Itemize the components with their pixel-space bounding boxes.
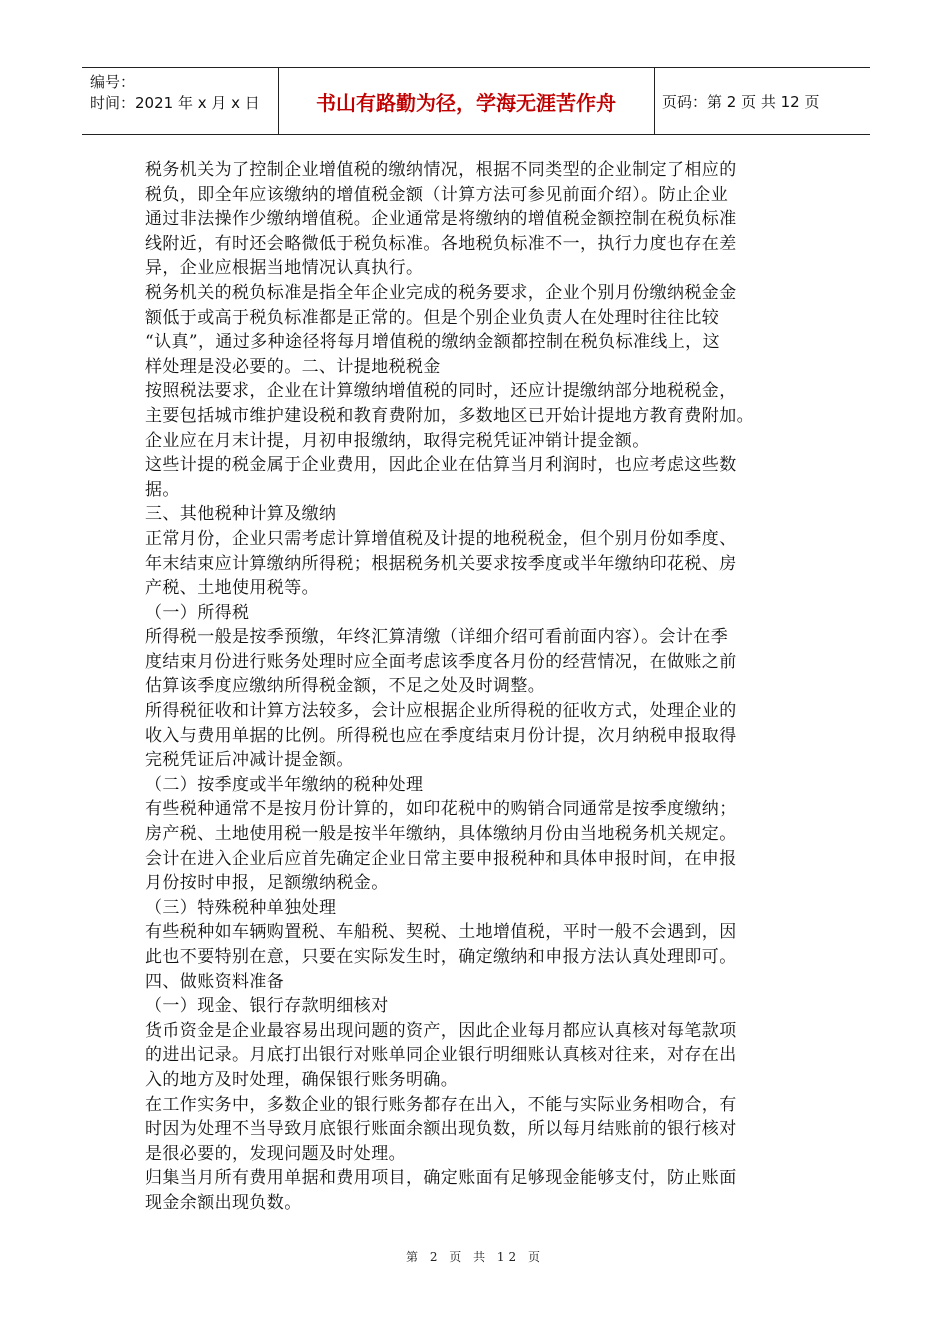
header-page-info: 页码：第 2 页 共 12 页 [662, 92, 820, 111]
text-line: 样处理是没必要的。二、计提地税税金 [145, 356, 441, 377]
text-line: 企业应在月末计提，月初申报缴纳，取得完税凭证冲销计提金额。 [145, 430, 650, 451]
text-line: 线附近，有时还会略微低于税负标准。各地税负标准不一，执行力度也存在差 [145, 233, 737, 254]
document-date-label: 时间：2021 年 x 月 x 日 [90, 94, 260, 112]
text-line: 年末结束应计算缴纳所得税；根据税务机关要求按季度或半年缴纳印花税、房 [145, 553, 737, 574]
text-line: 估算该季度应缴纳所得税金额，不足之处及时调整。 [145, 676, 546, 697]
text-line: 通过非法操作少缴纳增值税。企业通常是将缴纳的增值税金额控制在税负标准 [145, 209, 737, 230]
text-line: 时因为处理不当导致月底银行账面余额出现负数，所以每月结账前的银行核对 [145, 1119, 737, 1140]
text-line: 房产税、土地使用税一般是按半年缴纳，具体缴纳月份由当地税务机关规定。 [145, 824, 737, 845]
text-line: 月份按时申报，足额缴纳税金。 [145, 873, 389, 894]
text-line: 是很必要的，发现问题及时处理。 [145, 1143, 406, 1164]
text-line: 有些税种如车辆购置税、车船税、契税、土地增值税，平时一般不会遇到，因 [145, 922, 737, 943]
text-line: 在工作实务中，多数企业的银行账务都存在出入，不能与实际业务相吻合，有 [145, 1094, 737, 1115]
text-line: 异，企业应根据当地情况认真执行。 [145, 258, 424, 279]
text-line: 的进出记录。月底打出银行对账单同企业银行明细账认真核对往来，对存在出 [145, 1045, 737, 1066]
text-line: （一）所得税 [145, 602, 250, 623]
text-line: 完税凭证后冲减计提金额。 [145, 750, 354, 771]
text-line: 税务机关为了控制企业增值税的缴纳情况，根据不同类型的企业制定了相应的 [145, 160, 737, 180]
text-line: 归集当月所有费用单据和费用项目，确定账面有足够现金能够支付，防止账面 [145, 1168, 737, 1189]
text-line: （一）现金、银行存款明细核对 [145, 996, 389, 1017]
text-line: （三）特殊税种单独处理 [145, 897, 337, 918]
text-line: 主要包括城市维护建设税和教育费附加，多数地区已开始计提地方教育费附加。 [145, 405, 754, 426]
text-line: 货币资金是企业最容易出现问题的资产，因此企业每月都应认真核对每笔款项 [145, 1020, 737, 1041]
text-line: “认真”，通过多种途径将每月增值税的缴纳金额都控制在税负标准线上，这 [145, 332, 720, 353]
text-line: 四、做账资料准备 [145, 971, 285, 992]
page-footer: 第 2 页 共 12 页 [406, 1250, 544, 1264]
text-line: 正常月份，企业只需考虑计算增值税及计提的地税税金，但个别月份如季度、 [145, 528, 737, 549]
header-meta [90, 72, 260, 114]
text-line: （二）按季度或半年缴纳的税种处理 [145, 774, 424, 795]
page-header [82, 67, 870, 135]
text-line: 有些税种通常不是按月份计算的，如印花税中的购销合同通常是按季度缴纳； [145, 799, 737, 820]
text-line: 会计在进入企业后应首先确定企业日常主要申报税种和具体申报时间，在申报 [145, 848, 737, 869]
header-divider [654, 68, 655, 134]
header-motto: 书山有路勤为径，学海无涯苦作舟 [316, 90, 616, 115]
text-line: 所得税征收和计算方法较多，会计应根据企业所得税的征收方式，处理企业的 [145, 701, 737, 722]
text-line: 入的地方及时处理，确保银行账务明确。 [145, 1069, 459, 1090]
text-line: 现金余额出现负数。 [145, 1192, 302, 1213]
text-line: 所得税一般是按季预缴，年终汇算清缴（详细介绍可看前面内容）。会计在季 [145, 627, 729, 648]
text-line: 收入与费用单据的比例。所得税也应在季度结束月份计提，次月纳税申报取得 [145, 725, 737, 746]
document-number-label: 编号： [90, 73, 136, 91]
text-line: 这些计提的税金属于企业费用，因此企业在估算当月利润时，也应考虑这些数 [145, 455, 737, 476]
text-line: 三、其他税种计算及缴纳 [145, 504, 337, 525]
text-line: 税负，即全年应该缴纳的增值税金额（计算方法可参见前面介绍）。防止企业 [145, 184, 729, 205]
body-text [145, 158, 805, 1216]
text-line: 额低于或高于税负标准都是正常的。但是个别企业负责人在处理时往往比较 [145, 307, 720, 328]
text-line: 据。 [145, 479, 180, 500]
text-line: 度结束月份进行账务处理时应全面考虑该季度各月份的经营情况，在做账之前 [145, 651, 737, 672]
text-line: 产税、土地使用税等。 [145, 578, 319, 599]
text-line: 税务机关的税负标准是指全年企业完成的税务要求，企业个别月份缴纳税金金 [145, 282, 737, 303]
text-line: 按照税法要求，企业在计算缴纳增值税的同时，还应计提缴纳部分地税税金， [145, 381, 737, 402]
text-line: 此也不要特别在意，只要在实际发生时，确定缴纳和申报方法认真处理即可。 [145, 947, 737, 967]
